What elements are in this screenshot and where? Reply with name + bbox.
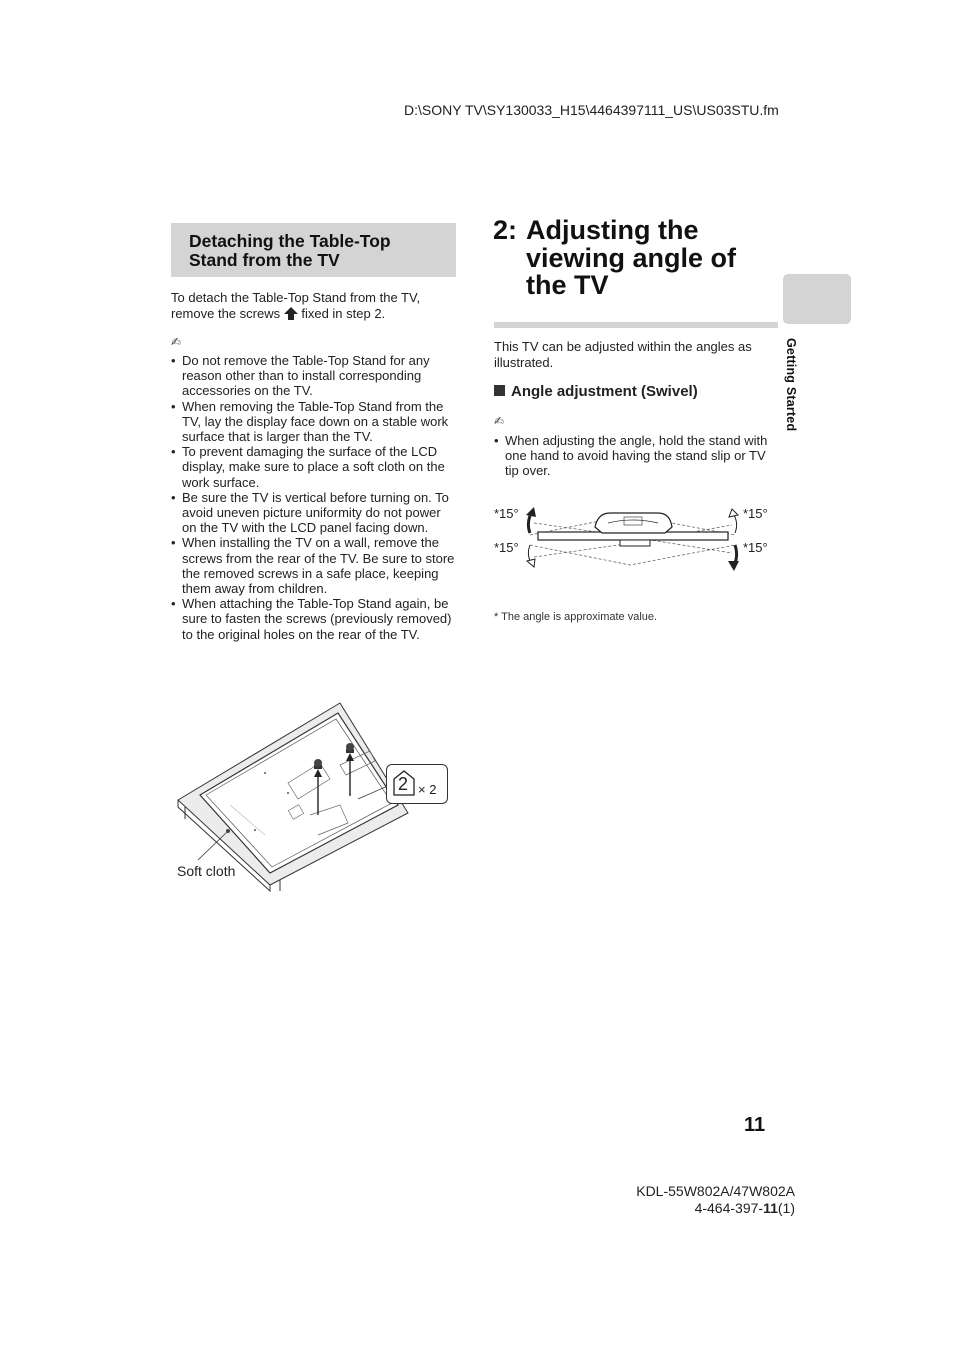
list-item: • Do not remove the Table-Top Stand for any reason other than to install corresponding accessories on the TV. [171,353,456,399]
model-info [612,1183,795,1217]
swivel-illustration [520,495,745,580]
section-tab [783,274,851,324]
list-item: • When installing the TV on a wall, remove the screws from the rear of the TV. Be sure to store the removed screws in a safe place, keeping them away from children. [171,535,456,596]
subheading-swivel: Angle adjustment (Swivel) [494,383,698,400]
adjust-intro: This TV can be adjusted within the angles as illustrated. [494,339,752,370]
page-number: 11 [744,1114,766,1136]
title-rule [494,322,778,328]
side-tab-label: Getting Started [784,338,798,432]
angle-label-bottom-left: *15° [494,540,519,555]
title-line-2: viewing angle of [526,242,737,273]
square-bullet-icon [494,385,505,396]
angle-label-bottom-right: *15° [743,540,768,555]
soft-cloth-label: Soft cloth [177,863,236,879]
angle-label-top-left: *15° [494,506,519,521]
screw-icon [284,307,298,320]
note-pencil-icon: ✍ [494,414,505,428]
step-badge [386,764,448,804]
list-item: • When attaching the Table-Top Stand again, be sure to fasten the screws (previously removed) to the original holes on the rear of the TV. [171,596,456,642]
section-number: 2: [493,215,518,245]
detach-intro [171,290,461,322]
screw-count: × 2 [418,782,437,797]
section-heading-detaching: Detaching the Table-Top Stand from the TV [171,223,456,277]
adjust-notes-list [494,433,779,479]
section-title-adjusting [493,217,783,300]
angle-footnote: * The angle is approximate value. [494,611,658,623]
step-number: 2 [398,774,409,794]
detach-intro-text: To detach the Table-Top Stand from the TV, remove the screws [171,290,421,321]
detach-notes-list [171,353,456,642]
file-path: D:\SONY TV\SY130033_H15\4464397111_US\US03STU.fm [404,102,779,118]
note-pencil-icon: ✍ [171,335,182,349]
list-item: • When adjusting the angle, hold the stand with one hand to avoid having the stand slip or TV tip over. [494,433,779,479]
title-line-3: the TV [526,270,609,300]
title-line-1: 2: Adjusting the [493,215,699,245]
document-code: 4-464-397-11(1) [694,1200,795,1216]
angle-label-top-right: *15° [743,506,768,521]
list-item: • To prevent damaging the surface of the LCD display, make sure to place a soft cloth on the work surface. [171,444,456,490]
model-number: KDL-55W802A/47W802A [636,1183,795,1199]
detach-intro-text-end: fixed in step 2. [301,306,386,321]
list-item: • Be sure the TV is vertical before turning on. To avoid uneven picture uniformity do not power on the TV with the LCD panel facing down. [171,490,456,536]
list-item: • When removing the Table-Top Stand from the TV, lay the display face down on a stable work surface that is larger than the TV. [171,399,456,445]
